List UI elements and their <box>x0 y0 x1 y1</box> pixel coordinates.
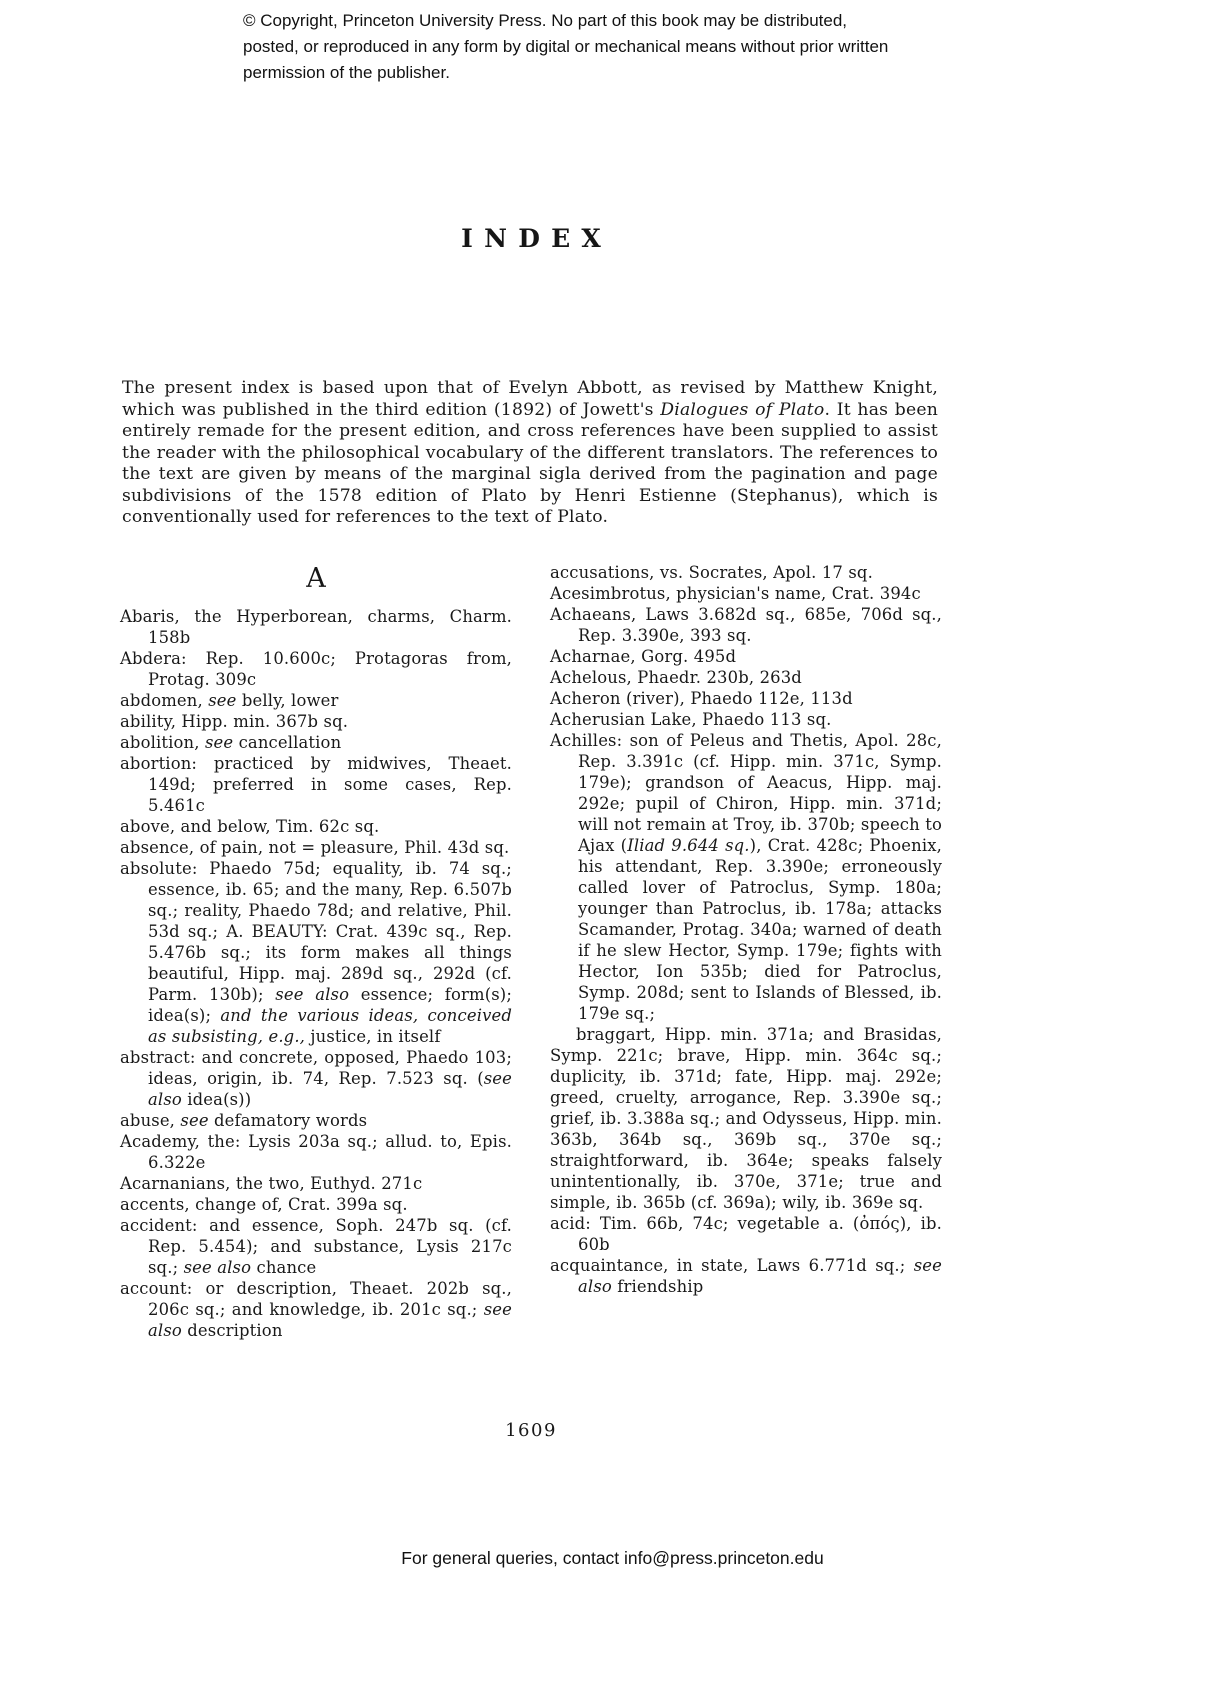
index-entry: Academy, the: Lysis 203a sq.; allud. to, Epis. 6.322e <box>120 1132 512 1172</box>
index-entry: account: or description, Theaet. 202b sq., 206c sq.; and knowledge, ib. 201c sq.; see also description <box>120 1279 512 1340</box>
index-entry: absence, of pain, not = pleasure, Phil. 43d sq. <box>120 838 510 857</box>
section-letter-a: A <box>306 563 326 594</box>
index-entry: Achaeans, Laws 3.682d sq., 685e, 706d sq., Rep. 3.390e, 393 sq. <box>550 605 942 645</box>
index-entry: acid: Tim. 66b, 74c; vegetable a. (ὀπός), ib. 60b <box>550 1214 942 1254</box>
footer-contact: For general queries, contact info@press.princeton.edu <box>401 1548 824 1568</box>
index-entry: Abaris, the Hyperborean, charms, Charm. 158b <box>120 607 512 647</box>
intro-paragraph: The present index is based upon that of Evelyn Abbott, as revised by Matthew Knight, which was published in the third edition (1892) of Jowett's Dialogues of Plato. It has been entirely remade for the present edition, and cross references have been supplied to assist the reader with the philosophical vocabulary of the different translators. The references to the text are given by means of the marginal sigla derived from the pagination and page subdivisions of the 1578 edition of Plato by Henri Estienne (Stephanus), which is conventionally used for references to the text of Plato. <box>122 378 938 527</box>
index-entry: Acesimbrotus, physician's name, Crat. 394c <box>550 584 921 603</box>
index-entry: absolute: Phaedo 75d; equality, ib. 74 sq.; essence, ib. 65; and the many, Rep. 6.507b sq.; reality, Phaedo 78d; and relative, Phil. 53d sq.; A. BEAUTY: Crat. 439c sq., Rep. 5.476b sq.; its form makes all things beautiful, Hipp. maj. 289d sq., 292d (cf. Parm. 130b); see also essence; form(s); idea(s); and the various ideas, conceived as subsisting, e.g., justice, in itself <box>120 859 513 1046</box>
index-entry: ability, Hipp. min. 367b sq. <box>120 712 349 731</box>
index-entry: accident: and essence, Soph. 247b sq. (cf. Rep. 5.454); and substance, Lysis 217c sq.; see also chance <box>120 1216 512 1277</box>
index-entry: abolition, see cancellation <box>120 733 342 752</box>
index-entry: accusations, vs. Socrates, Apol. 17 sq. <box>550 563 873 582</box>
index-entry: Achelous, Phaedr. 230b, 263d <box>550 668 802 687</box>
index-columns <box>120 562 942 1341</box>
index-entry: Acherusian Lake, Phaedo 113 sq. <box>550 710 832 729</box>
index-entry: abdomen, see belly, lower <box>120 691 339 710</box>
index-entry: acquaintance, in state, Laws 6.771d sq.; see also friendship <box>550 1256 942 1296</box>
index-entry: accents, change of, Crat. 399a sq. <box>120 1195 408 1214</box>
index-column-left <box>120 562 512 1341</box>
index-entry: Acharnae, Gorg. 495d <box>550 647 737 666</box>
index-column-right <box>550 562 942 1341</box>
index-entry: above, and below, Tim. 62c sq. <box>120 817 380 836</box>
index-entry: abortion: practiced by midwives, Theaet. 149d; preferred in some cases, Rep. 5.461c <box>120 754 512 815</box>
index-entry: Acarnanians, the two, Euthyd. 271c <box>120 1174 423 1193</box>
index-entry: abstract: and concrete, opposed, Phaedo 103; ideas, origin, ib. 74, Rep. 7.523 sq. (see also idea(s)) <box>120 1048 512 1109</box>
index-entries-left <box>120 606 512 1341</box>
index-entries-right <box>550 562 942 1297</box>
index-entry: Acheron (river), Phaedo 112e, 113d <box>550 689 853 708</box>
index-entry: braggart, Hipp. min. 371a; and Brasidas, Symp. 221c; brave, Hipp. min. 364c sq.; duplicity, ib. 371d; fate, Hipp. maj. 292e; greed, cruelty, arrogance, Rep. 3.390e sq.; grief, ib. 3.388a sq.; and Odysseus, Hipp. min. 363b, 364b sq., 369b sq., 370e sq.; straightforward, ib. 364e; speaks falsely unintentionally, ib. 370e, 371e; true and simple, ib. 365b (cf. 369a); wily, ib. 369e sq. <box>550 1025 942 1212</box>
page-number: 1609 <box>505 1420 557 1441</box>
index-entry: abuse, see defamatory words <box>120 1111 368 1130</box>
index-title: INDEX <box>461 224 613 253</box>
index-entry: Abdera: Rep. 10.600c; Protagoras from, Protag. 309c <box>120 649 512 689</box>
index-entry: Achilles: son of Peleus and Thetis, Apol. 28c, Rep. 3.391c (cf. Hipp. min. 371c, Symp. 179e); grandson of Aeacus, Hipp. maj. 292e; pupil of Chiron, Hipp. min. 371d; will not remain at Troy, ib. 370b; speech to Ajax (Iliad 9.644 sq.), Crat. 428c; Phoenix, his attendant, Rep. 3.390e; erroneously called lover of Patroclus, Symp. 180a; younger than Patroclus, ib. 178a; attacks Scamander, Protag. 340a; warned of death if he slew Hector, Symp. 179e; fights with Hector, Ion 535b; died for Patroclus, Symp. 208d; sent to Islands of Blessed, ib. 179e sq.; <box>550 731 942 1023</box>
copyright-notice: © Copyright, Princeton University Press. No part of this book may be distributed, posted, or reproduced in any form by digital or mechanical means without prior written permission of the publisher. <box>243 11 889 82</box>
